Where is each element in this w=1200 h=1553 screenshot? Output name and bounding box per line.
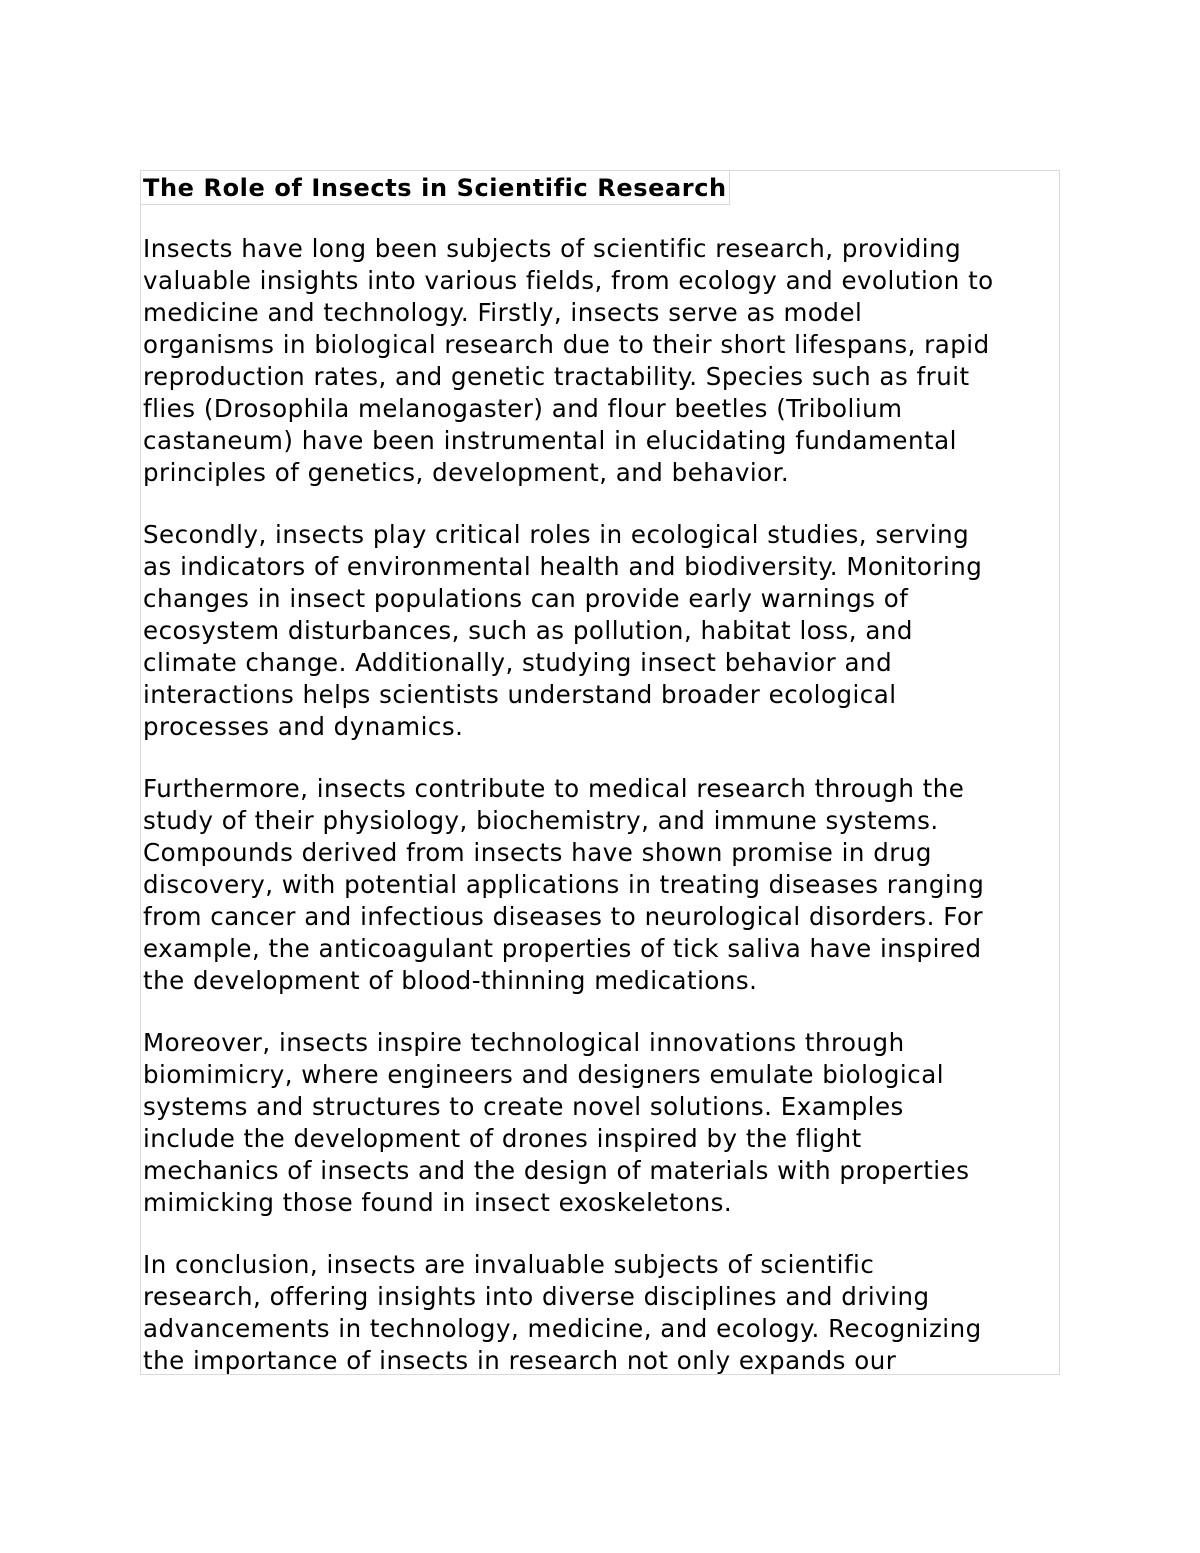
body-text: [143, 233, 1059, 1375]
paragraph-intro: [143, 233, 1059, 489]
paragraph-line: Secondly, insects play critical roles in ecological studies, serving: [143, 520, 970, 549]
paragraph-line: castaneum) have been instrumental in elucidating fundamental: [143, 426, 957, 455]
paragraph-line: from cancer and infectious diseases to neurological disorders. For: [143, 902, 984, 931]
paragraph-line: ecosystem disturbances, such as pollution, habitat loss, and: [143, 616, 913, 645]
paragraph-line: flies (Drosophila melanogaster) and flour beetles (Tribolium: [143, 394, 903, 423]
paragraph-line: example, the anticoagulant properties of tick saliva have inspired: [143, 934, 982, 963]
paragraph-line: Insects have long been subjects of scientific research, providing: [143, 234, 962, 263]
paragraph-line: the development of blood-thinning medications.: [143, 966, 758, 995]
paragraph-conclusion: [143, 1249, 1059, 1375]
paragraph-line: reproduction rates, and genetic tractability. Species such as fruit: [143, 362, 970, 391]
paragraph-line: medicine and technology. Firstly, insects serve as model: [143, 298, 863, 327]
paragraph-line: Furthermore, insects contribute to medical research through the: [143, 774, 965, 803]
paragraph-line: processes and dynamics.: [143, 712, 464, 741]
paragraph-line: principles of genetics, development, and behavior.: [143, 458, 790, 487]
title-box: [141, 171, 730, 205]
paragraph-line: study of their physiology, biochemistry, and immune systems.: [143, 806, 939, 835]
paragraph-line: the importance of insects in research not only expands our: [143, 1346, 897, 1375]
paragraph-ecology: [143, 519, 1059, 743]
paragraph-line: In conclusion, insects are invaluable subjects of scientific: [143, 1250, 875, 1279]
paragraph-line: advancements in technology, medicine, and ecology. Recognizing: [143, 1314, 982, 1343]
paragraph-technology: [143, 1027, 1059, 1219]
document-title: The Role of Insects in Scientific Research: [143, 174, 727, 202]
paragraph-line: valuable insights into various fields, from ecology and evolution to: [143, 266, 994, 295]
paragraph-line: changes in insect populations can provide early warnings of: [143, 584, 909, 613]
paragraph-line: Compounds derived from insects have shown promise in drug: [143, 838, 932, 867]
paragraph-line: organisms in biological research due to their short lifespans, rapid: [143, 330, 990, 359]
paragraph-medical: [143, 773, 1059, 997]
paragraph-line: interactions helps scientists understand broader ecological: [143, 680, 897, 709]
paragraph-line: include the development of drones inspired by the flight: [143, 1124, 862, 1153]
paragraph-line: mimicking those found in insect exoskeletons.: [143, 1188, 733, 1217]
paragraph-line: as indicators of environmental health and biodiversity. Monitoring: [143, 552, 983, 581]
paragraph-line: mechanics of insects and the design of materials with properties: [143, 1156, 970, 1185]
paragraph-line: biomimicry, where engineers and designers emulate biological: [143, 1060, 945, 1089]
paragraph-line: climate change. Additionally, studying insect behavior and: [143, 648, 893, 677]
paragraph-line: systems and structures to create novel solutions. Examples: [143, 1092, 904, 1121]
paragraph-line: Moreover, insects inspire technological innovations through: [143, 1028, 905, 1057]
paragraph-line: research, offering insights into diverse disciplines and driving: [143, 1282, 930, 1311]
text-frame: [140, 170, 1060, 1375]
paragraph-line: discovery, with potential applications in treating diseases ranging: [143, 870, 985, 899]
